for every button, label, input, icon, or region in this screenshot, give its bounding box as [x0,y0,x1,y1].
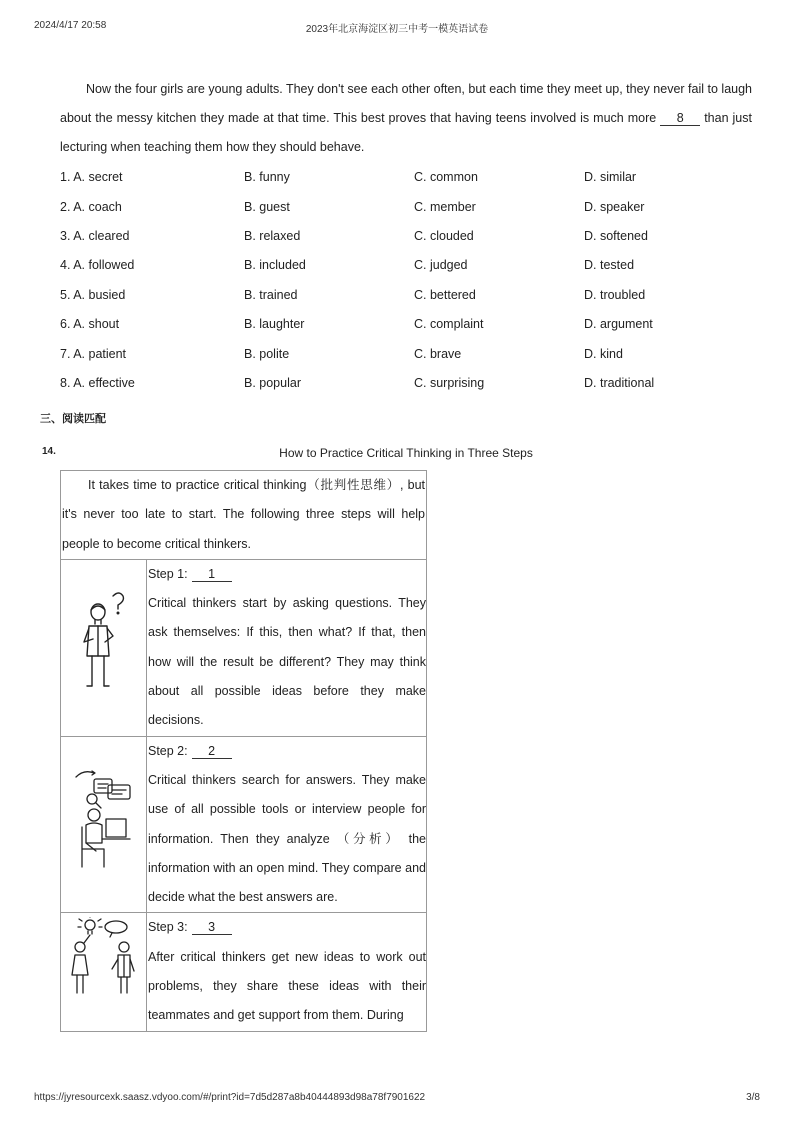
researcher-illustration [61,736,147,913]
option-c: C. surprising [414,375,485,390]
option-b: B. popular [244,375,301,390]
option-a: 4. A. followed [60,258,135,272]
document-title: 2023年北京海淀区初三中考一模英语试卷 [305,24,489,35]
option-a: 3. A. cleared [60,229,130,243]
option-row [60,347,760,367]
option-d: D. tested [584,258,635,272]
option-b: B. included [244,258,306,272]
step-row [61,913,427,1031]
option-c: C. complaint [414,317,484,331]
option-row [60,258,760,278]
page-number: 3/8 [746,1092,760,1103]
option-row [60,317,760,337]
option-a: 8. A. effective [60,375,135,390]
option-b: B. funny [244,170,290,184]
step-text: Critical thinkers search for answers. They make use of all possible tools or interview people for information. Then they analyze （分析） the information with an open mind. They compare and decide what the best answers are. [148,772,427,905]
option-c: C. bettered [414,287,476,302]
step-blank: 1 [192,567,232,582]
sharing-ideas-illustration [61,913,147,1031]
intro-row [61,471,427,560]
step-cell [147,559,427,736]
paragraph-text-end: than just lecturing when teaching them how they should behave. [60,111,752,154]
print-datetime: 2024/4/17 20:58 [34,20,107,31]
option-b: B. trained [244,287,298,302]
option-row [60,288,760,308]
option-b: B. laughter [244,317,305,331]
option-d: D. troubled [584,287,646,302]
option-a: 2. A. coach [60,199,122,214]
option-d: D. argument [584,317,653,331]
option-a: 7. A. patient [60,346,127,361]
intro-text: It takes time to practice critical thinking（批判性思维）, but it's never too late to start. The following three steps will help people to become critical thinkers. [62,478,426,551]
step-blank: 2 [192,744,232,759]
option-d: D. similar [584,170,637,184]
cloze-paragraph [60,75,752,162]
step-label: Step 3: [148,920,188,935]
step-label: Step 1: [148,566,188,581]
option-d: D. speaker [584,199,645,214]
step-text: Critical thinkers start by asking questions. They ask themselves: If this, then what? If that, then how will the result be different? They may think about all possible ideas before they make decisions. [148,596,427,728]
option-a: 6. A. shout [60,317,120,331]
step-row [61,559,427,736]
option-b: B. polite [244,346,290,361]
answer-blank: 8 [660,111,700,126]
option-c: C. brave [414,346,462,361]
option-c: C. common [414,170,478,184]
option-row [60,200,760,220]
option-row [60,170,760,190]
paragraph-text: Now the four girls are young adults. They don't see each other often, but each time they meet up, they never fail to laugh about the messy kitchen they made at that time. This best proves that having teens involved is much more [60,82,752,125]
question-number: 14. [42,446,56,457]
option-a: 5. A. busied [60,287,126,302]
computer-research-icon [72,769,136,869]
option-c: C. judged [414,258,468,272]
step-cell [147,736,427,913]
option-d: D. traditional [584,375,655,390]
option-c: C. member [414,199,476,214]
intro-cell [61,471,427,560]
step-blank: 3 [192,920,232,935]
option-row [60,229,760,249]
option-b: B. relaxed [244,229,301,243]
option-d: D. kind [584,346,623,361]
step-text: After critical thinkers get new ideas to work out problems, they share these ideas with their teammates and get support from them. During [148,949,427,1023]
option-c: C. clouded [414,229,474,243]
step-label: Step 2: [148,743,188,758]
section-heading: 三、阅读匹配 [40,413,106,425]
thinking-person-icon [79,590,129,694]
step-cell [147,913,427,1031]
option-b: B. guest [244,199,290,214]
option-d: D. softened [584,229,648,243]
reading-table [60,470,427,1032]
sharing-ideas-icon [68,917,140,997]
step-row [61,736,427,913]
option-a: 1. A. secret [60,170,123,184]
page-url: https://jyresourcexk.saasz.vdyoo.com/#/print?id=7d5d287a8b40444893d98a78f7901622 [34,1092,426,1103]
thinking-person-illustration [61,559,147,736]
option-row [60,376,760,396]
passage-title: How to Practice Critical Thinking in Three Steps [279,446,533,460]
